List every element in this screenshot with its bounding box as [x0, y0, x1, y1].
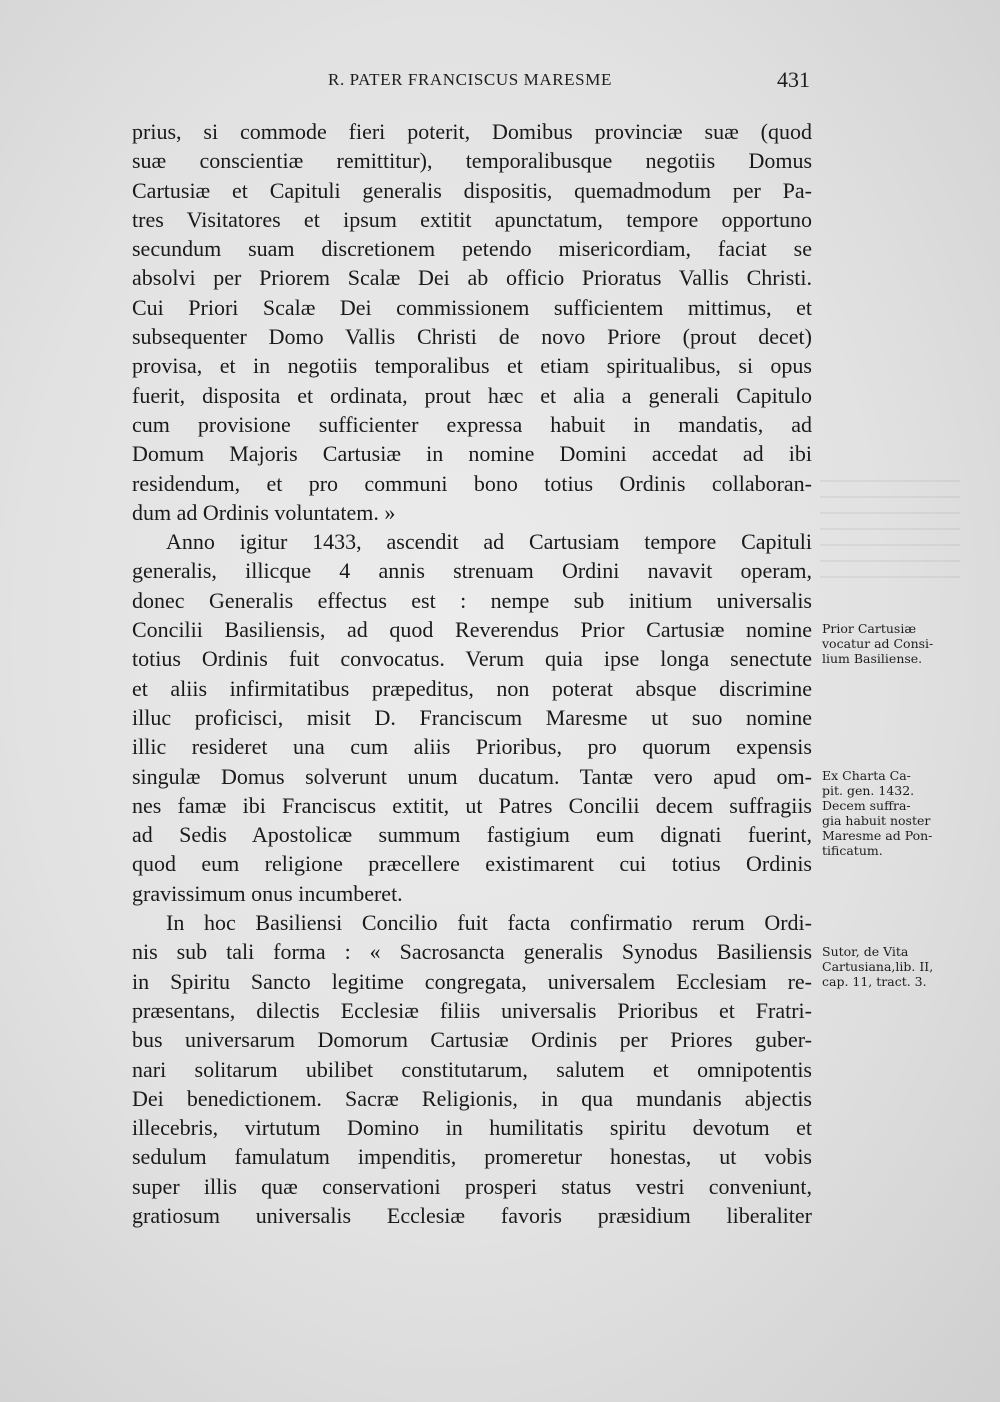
text-line: bus universarum Domorum Cartusiæ Ordinis per Priores guber- [132, 1027, 812, 1053]
show-through-shadow [820, 478, 960, 578]
text-line: Concilii Basiliensis, ad quod Reverendus Prior Cartusiæ nomine [132, 617, 812, 643]
text-line: gravissimum onus incumberet. [132, 880, 403, 906]
text-line: et aliis infirmitatibus præpeditus, non poterat absque discrimine [132, 675, 812, 701]
text-line: In hoc Basiliensi Concilio fuit facta confirmatio rerum Ordi- [166, 910, 812, 936]
text-line: cum provisione sufficienter expressa habuit in mandatis, ad [132, 411, 812, 437]
text-line: illuc proficisci, misit D. Franciscum Maresme ut suo nomine [132, 704, 812, 730]
text-line: quod eum religione præcellere existimarent cui totius Ordinis [132, 851, 812, 877]
text-line: Anno igitur 1433, ascendit ad Cartusiam tempore Capituli [166, 529, 812, 555]
margin-note [822, 944, 933, 989]
text-line: Cartusiæ et Capituli generalis dispositis, quemadmodum per Pa- [132, 177, 812, 203]
margin-note-line: Sutor, de Vita [822, 944, 909, 959]
text-line: donec Generalis effectus est : nempe sub initium universalis [132, 587, 812, 613]
margin-note-line: Decem suffra- [822, 798, 911, 813]
text-line: præsentans, dilectis Ecclesiæ filiis universalis Prioribus et Fratri- [132, 997, 812, 1023]
text-line: gratiosum universalis Ecclesiæ favoris præsidium liberaliter [132, 1202, 812, 1228]
text-line: Cui Priori Scalæ Dei commissionem sufficientem mittimus, et [132, 294, 812, 320]
margin-note-line: gia habuit noster [822, 813, 931, 828]
text-line: illic resideret una cum aliis Prioribus, pro quorum expensis [132, 734, 812, 760]
margin-note-line: tificatum. [822, 843, 883, 858]
text-line: generalis, illicque 4 annis strenuam Ordini navavit operam, [132, 558, 812, 584]
margin-note-line: vocatur ad Consi- [822, 636, 934, 651]
page-header [130, 67, 810, 100]
margin-note-line: Ex Charta Ca- [822, 768, 911, 783]
text-line: nis sub tali forma : « Sacrosancta generalis Synodus Basiliensis [132, 939, 812, 965]
text-line: sedulum famulatum impenditis, promeretur honestas, ut vobis [132, 1144, 812, 1170]
text-line: absolvi per Priorem Scalæ Dei ab officio Prioratus Vallis Christi. [132, 265, 812, 291]
main-text [132, 117, 812, 1230]
text-line: fuerit, disposita et ordinata, prout hæc et alia a generali Capitulo [132, 382, 812, 408]
text-line: subsequenter Domo Vallis Christi de novo Priore (prout decet) [132, 324, 812, 350]
text-line: illecebris, virtutum Domino in humilitatis spiritu devotum et [132, 1115, 812, 1141]
margin-note [822, 621, 933, 666]
text-line: dum ad Ordinis voluntatem. » [132, 499, 396, 525]
running-head: R. PATER FRANCISCUS MARESME [328, 70, 612, 89]
text-line: secundum suam discretionem petendo misericordiam, faciat se [132, 236, 812, 262]
text-line: in Spiritu Sancto legitime congregata, universalem Ecclesiam re- [132, 968, 812, 994]
page-number: 431 [777, 67, 810, 92]
text-line: ad Sedis Apostolicæ summum fastigium eum dignati fuerint, [132, 822, 812, 848]
margin-note-line: cap. 11, tract. 3. [822, 974, 927, 989]
text-line: super illis quæ conservationi prosperi status vestri conveniunt, [132, 1173, 812, 1199]
text-line: totius Ordinis fuit convocatus. Verum quia ipse longa senectute [132, 646, 812, 672]
margin-note-line: lium Basiliense. [822, 651, 923, 666]
text-line: suæ conscientiæ remittitur), temporalibusque negotiis Domus [132, 148, 812, 174]
margin-note [822, 768, 932, 858]
text-line: nari solitarum ubilibet constitutarum, salutem et omnipotentis [132, 1056, 812, 1082]
margin-note-line: Cartusiana,lib. II, [822, 959, 934, 974]
text-line: Dei benedictionem. Sacræ Religionis, in qua mundanis abjectis [132, 1085, 812, 1111]
margin-note-line: Prior Cartusiæ [822, 621, 917, 636]
text-line: tres Visitatores et ipsum extitit apunctatum, tempore opportuno [132, 206, 812, 232]
text-line: singulæ Domus solverunt unum ducatum. Tantæ vero apud om- [132, 763, 812, 789]
text-line: residendum, et pro communi bono totius Ordinis collaboran- [132, 470, 812, 496]
text-line: provisa, et in negotiis temporalibus et etiam spiritualibus, si opus [132, 353, 812, 379]
text-line: nes famæ ibi Franciscus extitit, ut Patres Concilii decem suffragiis [132, 792, 812, 818]
text-line: prius, si commode fieri poterit, Domibus provinciæ suæ (quod [132, 119, 812, 144]
margin-note-line: Maresme ad Pon- [822, 828, 933, 843]
margin-note-line: pit. gen. 1432. [822, 783, 915, 798]
text-line: Domum Majoris Cartusiæ in nomine Domini accedat ad ibi [132, 441, 812, 467]
